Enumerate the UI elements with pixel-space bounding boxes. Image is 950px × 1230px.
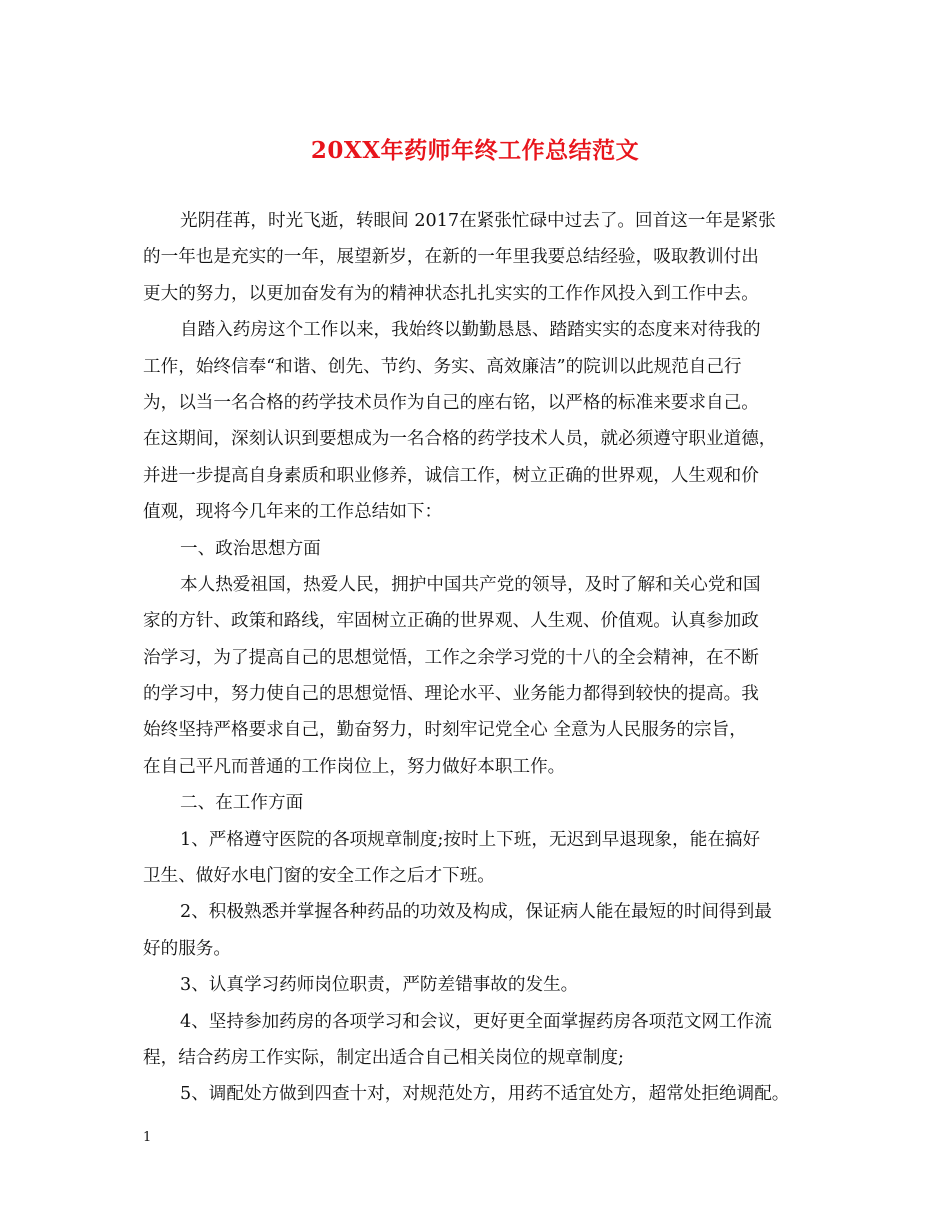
text-line: 二、在工作方面: [180, 793, 304, 814]
text-line: 程，结合药房工作实际，制定出适合自己相关岗位的规章制度;: [143, 1047, 624, 1068]
text-line: 更大的努力，以更加奋发有为的精神状态扎扎实实的工作作风投入到工作中去。: [143, 283, 759, 304]
text-line: 光阴荏苒，时光飞逝，转眼间 2017在紧张忙碌中过去了。回首这一年是紧张: [180, 211, 776, 231]
text-line: 工作，始终信奉“和谐、创先、节约、务实、高效廉洁”的院训以此规范自己行: [143, 356, 742, 377]
text-line: 一、政治思想方面: [180, 538, 321, 559]
text-line: 1、严格遵守医院的各项规章制度;按时上下班，无迟到早退现象，能在搞好: [180, 829, 761, 850]
text-line: 并进一步提高自身素质和职业修养，诚信工作，树立正确的世界观，人生观和价: [143, 465, 759, 486]
text-line: 在自己平凡而普通的工作岗位上，努力做好本职工作。: [143, 756, 566, 777]
page-number: 1: [143, 1130, 152, 1145]
text-line: 3、认真学习药师岗位职责，严防差错事故的发生。: [180, 975, 579, 996]
text-line: 的学习中，努力使自己的思想觉悟、理论水平、业务能力都得到较快的提高。我: [143, 684, 759, 705]
text-line: 5、调配处方做到四查十对，对规范处方，用药不适宜处方，超常处拒绝调配。: [180, 1084, 790, 1105]
text-line: 4、坚持参加药房的各项学习和会议，更好更全面掌握药房各项范文网工作流: [180, 1011, 772, 1032]
text-line: 卫生、做好水电门窗的安全工作之后才下班。: [143, 866, 495, 887]
text-line: 本人热爱祖国，热爱人民，拥护中国共产党的领导，及时了解和关心党和国: [180, 574, 761, 595]
document-body: [143, 203, 807, 1113]
text-line: 自踏入药房这个工作以来，我始终以勤勤恳恳、踏踏实实的态度来对待我的: [180, 320, 761, 341]
text-line: 2、积极熟悉并掌握各种药品的功效及构成，保证病人能在最短的时间得到最: [180, 902, 772, 923]
document-title: 20XX年药师年终工作总结范文: [310, 137, 640, 164]
text-line: 在这期间，深刻认识到要想成为一名合格的药学技术人员，就必须遵守职业道德，: [143, 429, 777, 450]
text-line: 家的方针、政策和路线，牢固树立正确的世界观、人生观、价值观。认真参加政: [143, 611, 759, 632]
text-line: 好的服务。: [143, 938, 231, 959]
text-line: 为，以当一名合格的药学技术员作为自己的座右铭，以严格的标准来要求自己。: [143, 392, 759, 413]
text-line: 的一年也是充实的一年，展望新岁，在新的一年里我要总结经验，吸取教训付出: [143, 247, 759, 268]
text-line: 始终坚持严格要求自己，勤奋努力，时刻牢记党全心 全意为人民服务的宗旨，: [143, 720, 747, 741]
text-line: 值观，现将今几年来的工作总结如下：: [143, 502, 443, 523]
text-line: 治学习，为了提高自己的思想觉悟，工作之余学习党的十八的全会精神，在不断: [143, 647, 759, 668]
